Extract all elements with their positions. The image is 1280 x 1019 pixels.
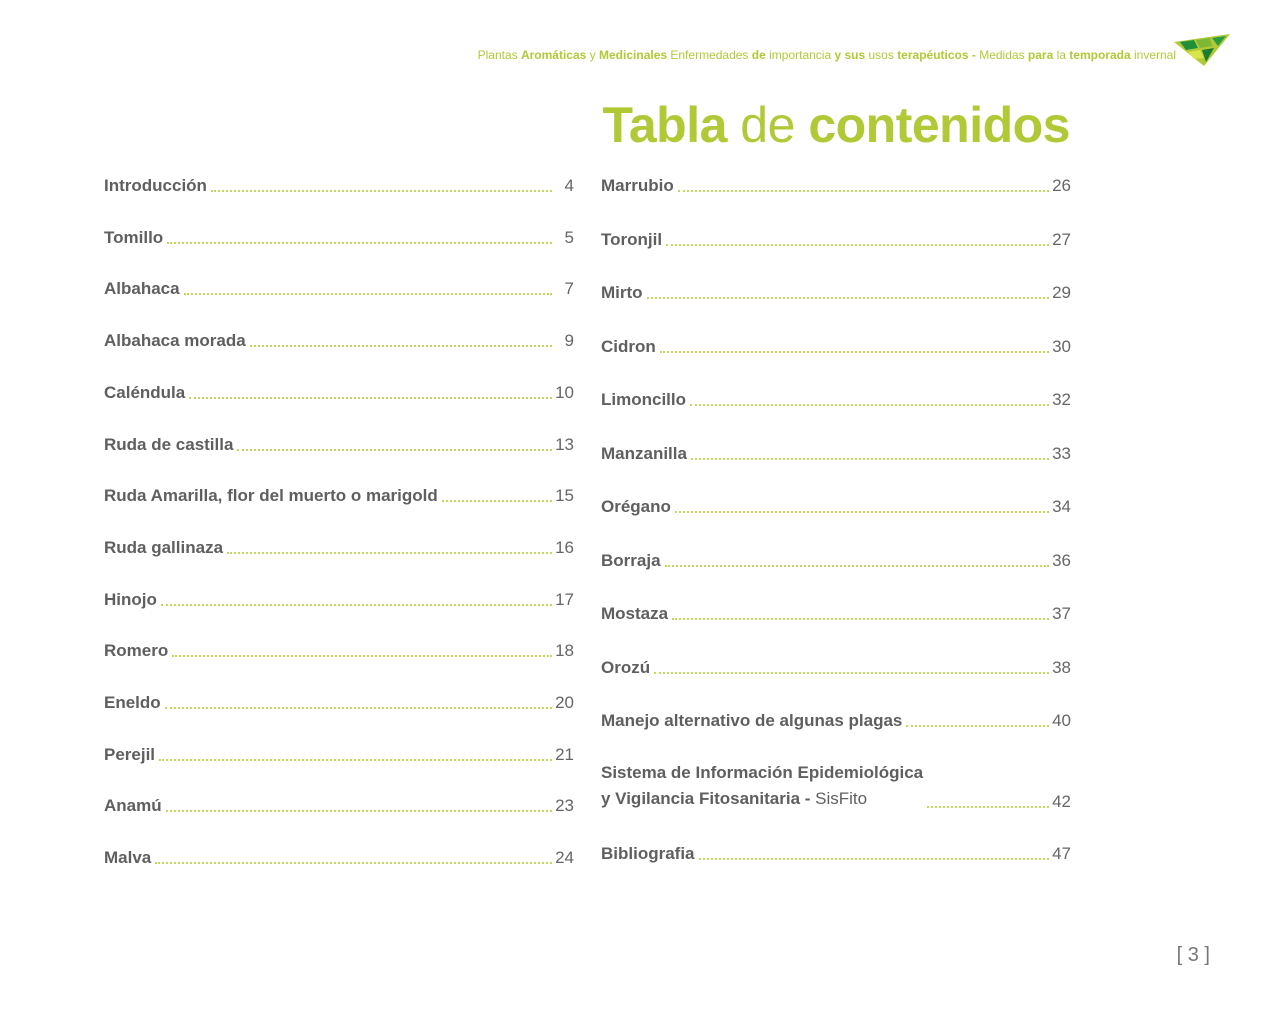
toc-entry-page: 13 bbox=[555, 434, 574, 454]
toc-entry-label: Romero bbox=[104, 641, 169, 661]
toc-entry[interactable] bbox=[601, 440, 1071, 464]
toc-entry[interactable] bbox=[601, 840, 1071, 864]
dotted-leader bbox=[227, 552, 552, 554]
title-part-2: de bbox=[726, 97, 809, 153]
dotted-leader bbox=[165, 707, 552, 709]
header-fragment: Aromáticas bbox=[520, 48, 587, 62]
header-fragment: usos bbox=[865, 48, 898, 62]
toc-entry-label: Orozú bbox=[601, 657, 651, 677]
dotted-leader bbox=[675, 511, 1049, 513]
toc-entry-label: Ruda de castilla bbox=[104, 434, 234, 454]
toc-entry[interactable] bbox=[601, 600, 1071, 624]
dotted-leader bbox=[442, 500, 552, 502]
header-fragment: y sus bbox=[834, 48, 866, 62]
toc-entry-page: 37 bbox=[1052, 604, 1071, 623]
toc-entry-label-sisfito: SisFito bbox=[815, 789, 868, 808]
toc-entry-label: Orégano bbox=[601, 497, 671, 516]
running-header bbox=[478, 48, 1176, 62]
dotted-leader bbox=[927, 806, 1049, 808]
dotted-leader bbox=[159, 759, 552, 761]
toc-entry-page: 36 bbox=[1052, 550, 1071, 570]
dotted-leader bbox=[167, 242, 552, 244]
dotted-leader bbox=[211, 190, 552, 192]
dotted-leader bbox=[647, 297, 1049, 299]
toc-entry[interactable] bbox=[601, 493, 1071, 517]
toc-entry-label: Hinojo bbox=[104, 589, 157, 609]
dotted-leader bbox=[237, 449, 552, 451]
toc-entry[interactable] bbox=[104, 275, 574, 299]
toc-entry-page: 15 bbox=[555, 486, 574, 506]
title-part-3: contenidos bbox=[808, 97, 1070, 153]
toc-entry[interactable] bbox=[601, 547, 1071, 571]
dotted-leader bbox=[691, 458, 1049, 460]
toc-entry[interactable] bbox=[601, 654, 1071, 678]
toc-entry-label: Ruda Amarilla, flor del muerto o marigold bbox=[104, 486, 438, 506]
toc-entry-label: Albahaca bbox=[104, 279, 180, 299]
toc-entry-page: 24 bbox=[555, 848, 574, 868]
dotted-leader bbox=[906, 725, 1049, 727]
toc-entry-label: Mirto bbox=[601, 283, 643, 302]
toc-entry-label: Limoncillo bbox=[601, 390, 686, 409]
header-fragment: Medidas bbox=[975, 48, 1028, 62]
toc-entry-page: 40 bbox=[1052, 711, 1071, 730]
toc-entry[interactable] bbox=[104, 844, 574, 868]
toc-entry-page: 9 bbox=[564, 331, 574, 351]
toc-entry[interactable] bbox=[104, 482, 574, 506]
title-part-1: Tabla bbox=[602, 97, 727, 153]
toc-entry[interactable] bbox=[601, 760, 1071, 812]
dotted-leader bbox=[155, 862, 552, 864]
dotted-leader bbox=[665, 565, 1049, 567]
toc-entry-label: Malva bbox=[104, 848, 152, 868]
toc-entry-label: Eneldo bbox=[104, 693, 161, 712]
toc-entry-label: Ruda gallinaza bbox=[104, 537, 224, 557]
header-fragment: invernal bbox=[1130, 48, 1176, 62]
toc-entry-label: Introducción bbox=[104, 176, 207, 195]
dotted-leader bbox=[690, 404, 1049, 406]
toc-entry-label: Caléndula bbox=[104, 382, 186, 402]
toc-entry[interactable] bbox=[104, 637, 574, 661]
dotted-leader bbox=[678, 190, 1049, 192]
dotted-leader bbox=[660, 351, 1049, 353]
dotted-leader bbox=[189, 397, 552, 399]
toc-entry-page: 20 bbox=[555, 693, 574, 712]
toc-entry-label: Bibliografia bbox=[601, 844, 695, 863]
header-fragment: para bbox=[1027, 48, 1054, 62]
toc-entry-page: 23 bbox=[555, 796, 574, 816]
toc-entry-label-line2: y Vigilancia Fitosanitaria - bbox=[601, 789, 816, 808]
toc-entry-page: 16 bbox=[555, 537, 574, 557]
toc-entry-label: Manejo alternativo de algunas plagas bbox=[601, 711, 903, 730]
toc-entry[interactable] bbox=[104, 327, 574, 351]
toc-entry[interactable] bbox=[104, 224, 574, 248]
logo-icon bbox=[1174, 32, 1230, 68]
header-fragment: de bbox=[751, 48, 766, 62]
toc-entry-page: 4 bbox=[564, 176, 574, 195]
toc-entry[interactable] bbox=[104, 741, 574, 765]
toc-entry-page: 27 bbox=[1052, 229, 1071, 249]
toc-entry-page: 29 bbox=[1052, 283, 1071, 302]
dotted-leader bbox=[654, 672, 1049, 674]
toc-entry-label bbox=[601, 760, 927, 812]
toc-entry-page: 30 bbox=[1052, 336, 1071, 356]
toc-entry[interactable] bbox=[601, 386, 1071, 410]
toc-entry-label: Mostaza bbox=[601, 604, 669, 623]
page-title bbox=[603, 96, 1070, 154]
toc-entry-label: Cidron bbox=[601, 336, 656, 356]
toc-entry-page: 5 bbox=[564, 227, 574, 247]
toc-entry-label: Borraja bbox=[601, 550, 661, 570]
toc-entry-label: Toronjil bbox=[601, 229, 663, 249]
toc-entry-page: 34 bbox=[1052, 497, 1071, 516]
header-fragment: la bbox=[1053, 48, 1070, 62]
toc-entry-label: Manzanilla bbox=[601, 443, 687, 463]
toc-entry[interactable] bbox=[601, 226, 1071, 250]
header-fragment: importancia bbox=[765, 48, 835, 62]
toc-entry-page: 47 bbox=[1052, 844, 1071, 863]
toc-entry-label: Perejil bbox=[104, 744, 156, 764]
toc-entry-page: 17 bbox=[555, 589, 574, 609]
header-fragment: y bbox=[586, 48, 600, 62]
toc-entry-label: Albahaca morada bbox=[104, 331, 246, 351]
toc-entry-page: 21 bbox=[555, 744, 574, 764]
toc-entry-page: 7 bbox=[564, 279, 574, 299]
toc-entry-page: 32 bbox=[1052, 390, 1071, 409]
header-fragment: Plantas bbox=[477, 48, 521, 62]
toc-entry[interactable] bbox=[104, 431, 574, 455]
toc-entry-page: 33 bbox=[1052, 443, 1071, 463]
toc-entry[interactable] bbox=[601, 279, 1071, 303]
toc-entry[interactable] bbox=[104, 689, 574, 713]
toc-entry-page: 10 bbox=[555, 382, 574, 402]
header-fragment: Enfermedades bbox=[667, 48, 752, 62]
toc-entry-label: Marrubio bbox=[601, 176, 674, 195]
dotted-leader bbox=[666, 244, 1049, 246]
dotted-leader bbox=[184, 293, 552, 295]
dotted-leader bbox=[166, 810, 552, 812]
toc-entry[interactable] bbox=[104, 172, 574, 196]
dotted-leader bbox=[699, 858, 1049, 860]
toc-entry[interactable] bbox=[104, 586, 574, 610]
toc-entry[interactable] bbox=[104, 792, 574, 816]
toc-entry[interactable] bbox=[601, 333, 1071, 357]
dotted-leader bbox=[172, 655, 552, 657]
toc-entry-page: 42 bbox=[1052, 792, 1071, 811]
toc-entry-page: 26 bbox=[1052, 176, 1071, 195]
header-fragment: terapéuticos - bbox=[897, 48, 976, 62]
toc-entry-page: 38 bbox=[1052, 657, 1071, 677]
toc-entry-page: 18 bbox=[555, 641, 574, 661]
toc-entry[interactable] bbox=[104, 379, 574, 403]
toc-entry-label: Tomillo bbox=[104, 227, 164, 247]
toc-entry-label-line1: Sistema de Información Epidemiológica bbox=[601, 763, 924, 782]
dotted-leader bbox=[672, 618, 1049, 620]
toc-entry[interactable] bbox=[601, 172, 1071, 196]
dotted-leader bbox=[161, 604, 552, 606]
toc-entry-label: Anamú bbox=[104, 796, 162, 816]
header-fragment: Medicinales bbox=[599, 48, 668, 62]
dotted-leader bbox=[250, 345, 552, 347]
toc-entry[interactable] bbox=[601, 707, 1071, 731]
page-number: [ 3 ] bbox=[1176, 944, 1210, 966]
header-fragment: temporada bbox=[1069, 48, 1131, 62]
toc-entry[interactable] bbox=[104, 534, 574, 558]
